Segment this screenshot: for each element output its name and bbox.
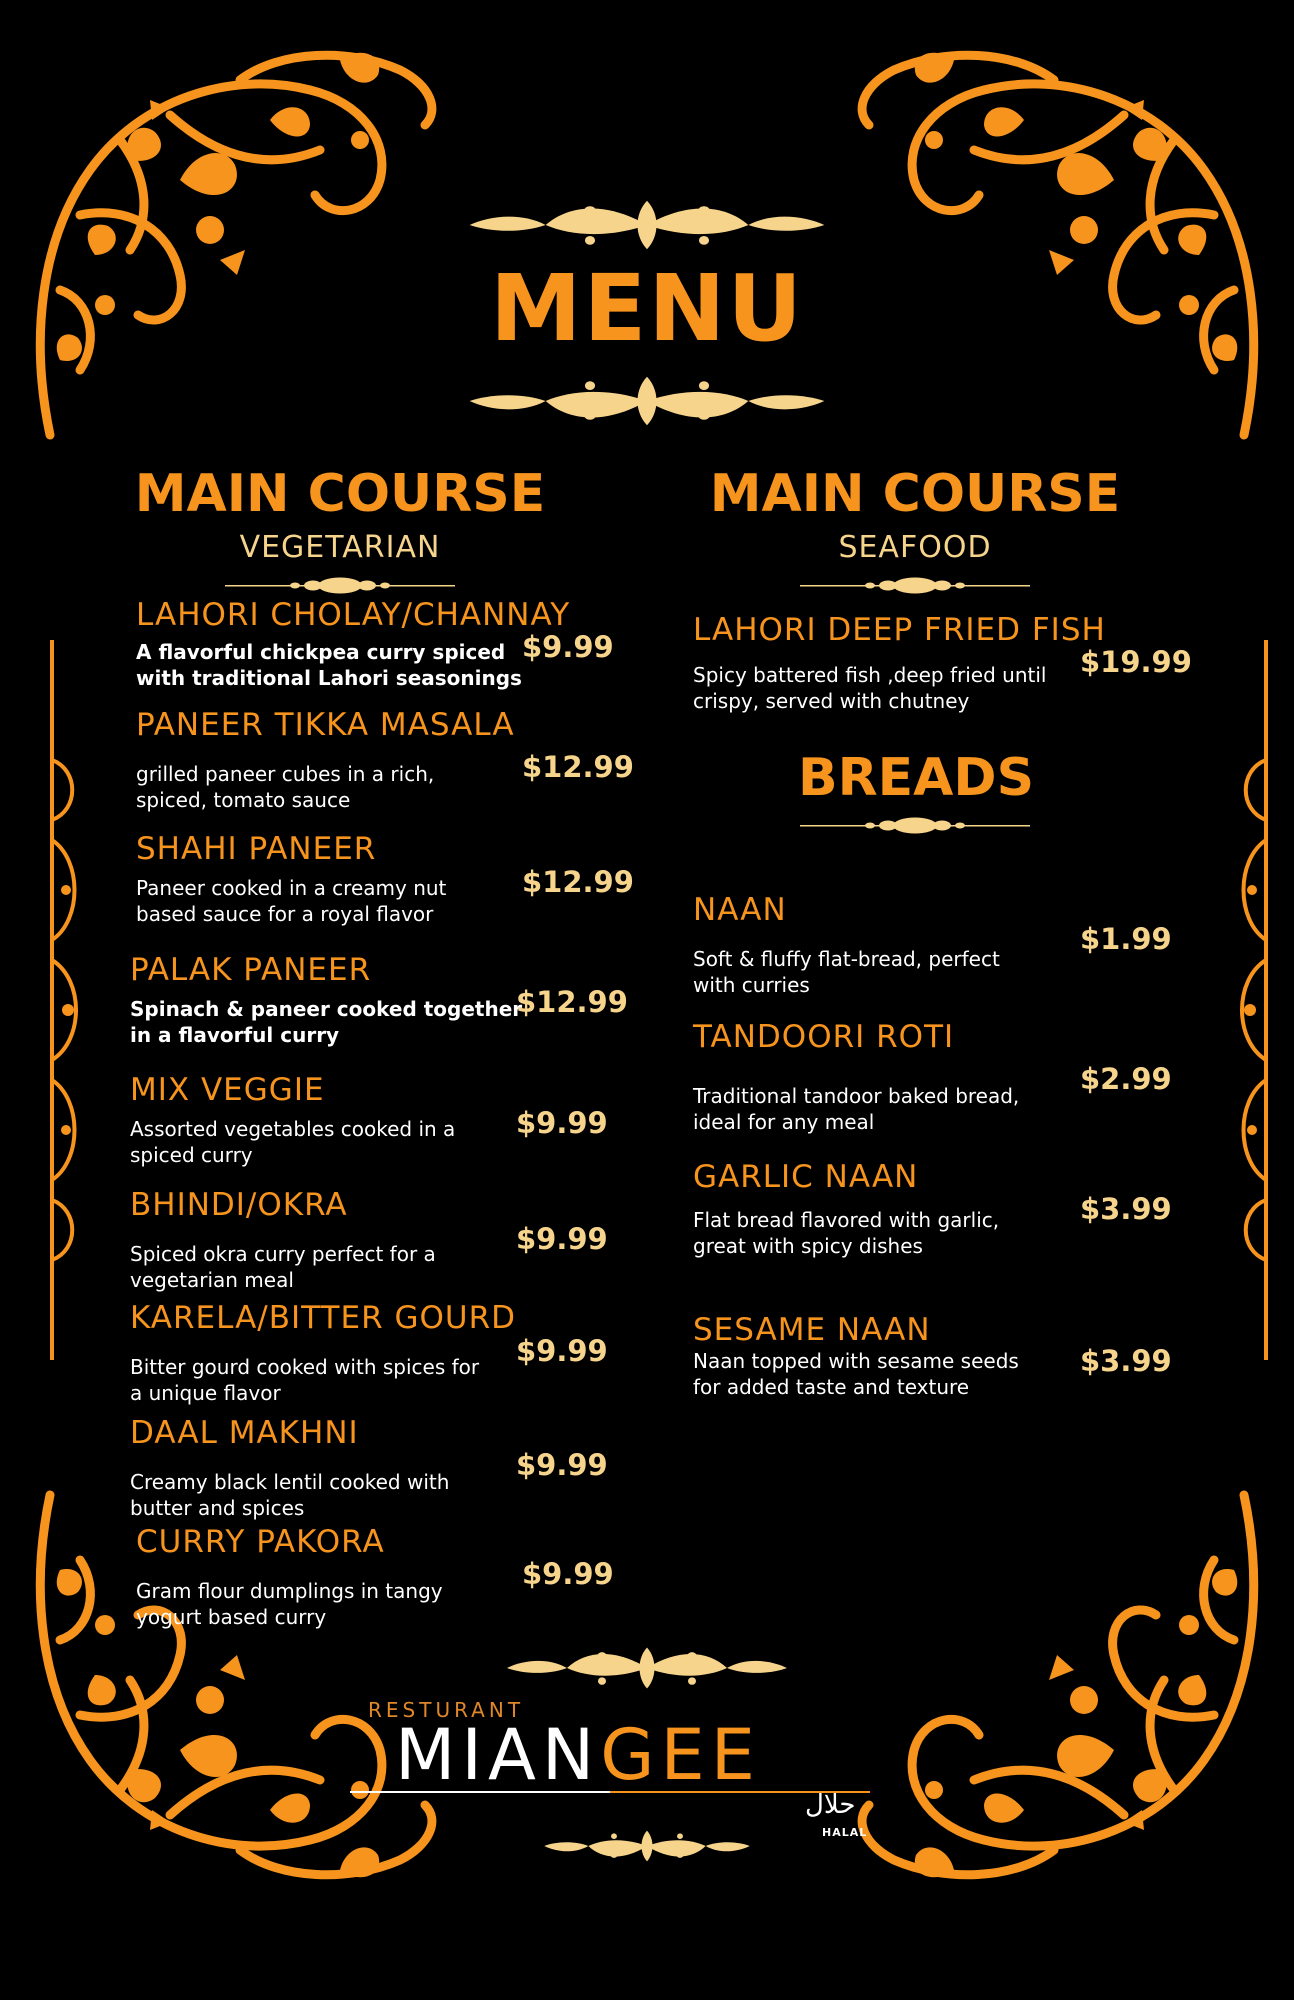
item-description: for added taste and texture [693,1375,970,1399]
item-name: SHAHI PANEER [136,831,377,867]
item-description: great with spicy dishes [693,1234,923,1258]
menu-item [693,1159,1000,1259]
corner-ornament-top-left [20,40,450,450]
item-description: a unique flavor [130,1381,281,1405]
item-description: butter and spices [130,1496,305,1520]
item-description: based sauce for a royal flavor [136,902,434,926]
corner-ornament-top-right [844,40,1274,450]
item-price: $9.99 [516,1448,608,1482]
item-name: GARLIC NAAN [693,1159,919,1195]
item-price: $12.99 [516,985,628,1019]
item-name: PALAK PANEER [130,952,372,988]
title-flourish-bottom [457,368,837,434]
item-price: $9.99 [516,1106,608,1140]
menu-item [130,1415,450,1521]
side-ornament-left [44,640,84,1360]
vegetarian-title: MAIN COURSE [134,464,546,524]
item-description: with curries [693,973,810,997]
item-name: CURRY PAKORA [136,1524,385,1560]
vegetarian-divider [225,575,455,595]
menu-item [136,707,515,813]
menu-item [693,1312,1019,1400]
menu-item [693,1019,1020,1135]
item-name: DAAL MAKHNI [130,1415,359,1451]
item-description: Soft & fluffy flat-bread, perfect [693,947,1000,971]
logo-flourish-bottom [537,1825,757,1867]
item-description: Spicy battered fish ,deep fried until [693,663,1047,687]
item-price: $9.99 [522,1557,614,1591]
item-price: $12.99 [522,865,634,899]
title-flourish-top [457,192,837,258]
menu-item [130,1300,516,1406]
item-description: Gram flour dumplings in tangy [136,1579,443,1603]
vegetarian-subtitle: VEGETARIAN [239,530,441,565]
item-name: LAHORI CHOLAY/CHANNAY [136,597,571,633]
item-description: with traditional Lahori seasonings [136,666,522,690]
item-description: crispy, served with chutney [693,689,970,713]
item-name: BHINDI/OKRA [130,1187,348,1223]
item-description: yogurt based curry [136,1605,327,1629]
item-description: Creamy black lentil cooked with [130,1470,450,1494]
menu-item [130,952,523,1048]
item-description: A flavorful chickpea curry spiced [136,640,506,664]
logo-name-orange: GEE [600,1714,761,1796]
item-name: SESAME NAAN [693,1312,931,1348]
item-price: $2.99 [1080,1062,1172,1096]
item-price: $19.99 [1080,645,1192,679]
item-name: KARELA/BITTER GOURD [130,1300,516,1336]
item-price: $9.99 [516,1222,608,1256]
seafood-heading [700,464,1130,565]
logo-name-white: MIAN [395,1714,601,1796]
breads-heading [716,748,1116,808]
item-description: spiced, tomato sauce [136,788,351,812]
item-name: LAHORI DEEP FRIED FISH [693,612,1106,648]
item-name: MIX VEGGIE [130,1072,325,1108]
item-description: Spinach & paneer cooked together [130,997,523,1021]
halal-label: HALAL [822,1826,868,1839]
page-title: MENU [489,255,805,362]
item-description: Paneer cooked in a creamy nut [136,876,447,900]
item-description: vegetarian meal [130,1268,294,1292]
logo-wordmark [395,1714,761,1796]
logo-restaurant-label: RESTURANT [368,1698,525,1722]
menu-item [130,1187,436,1293]
item-price: $1.99 [1080,922,1172,956]
menu-item [136,597,571,691]
seafood-divider [800,575,1030,595]
corner-ornament-bottom-right [844,1480,1274,1890]
menu-item [130,1072,456,1168]
item-description: Flat bread flavored with garlic, [693,1208,1000,1232]
item-price: $3.99 [1080,1192,1172,1226]
item-description: grilled paneer cubes in a rich, [136,762,435,786]
item-description: ideal for any meal [693,1110,875,1134]
seafood-subtitle: SEAFOOD [838,530,992,565]
seafood-title: MAIN COURSE [709,464,1121,524]
item-name: TANDOORI ROTI [693,1019,955,1055]
item-price: $3.99 [1080,1344,1172,1378]
item-price: $9.99 [516,1334,608,1368]
menu-item [693,892,1000,998]
menu-item [136,1524,443,1630]
item-description: Traditional tandoor baked bread, [693,1084,1020,1108]
item-name: PANEER TIKKA MASALA [136,707,515,743]
breads-title: BREADS [797,748,1035,808]
vegetarian-heading [130,464,550,565]
item-description: Assorted vegetables cooked in a [130,1117,456,1141]
item-description: Spiced okra curry perfect for a [130,1242,436,1266]
item-name: NAAN [693,892,787,928]
item-price: $9.99 [522,630,614,664]
halal-arabic: حلال [805,1790,856,1820]
item-price: $12.99 [522,750,634,784]
item-description: Bitter gourd cooked with spices for [130,1355,480,1379]
menu-item [693,612,1106,714]
menu-item [136,831,447,927]
item-description: Naan topped with sesame seeds [693,1349,1019,1373]
logo-flourish-top [497,1640,797,1696]
side-ornament-right [1234,640,1274,1360]
logo-underline [350,1786,870,1798]
item-description: spiced curry [130,1143,253,1167]
breads-divider [800,815,1030,835]
item-description: in a flavorful curry [130,1023,340,1047]
